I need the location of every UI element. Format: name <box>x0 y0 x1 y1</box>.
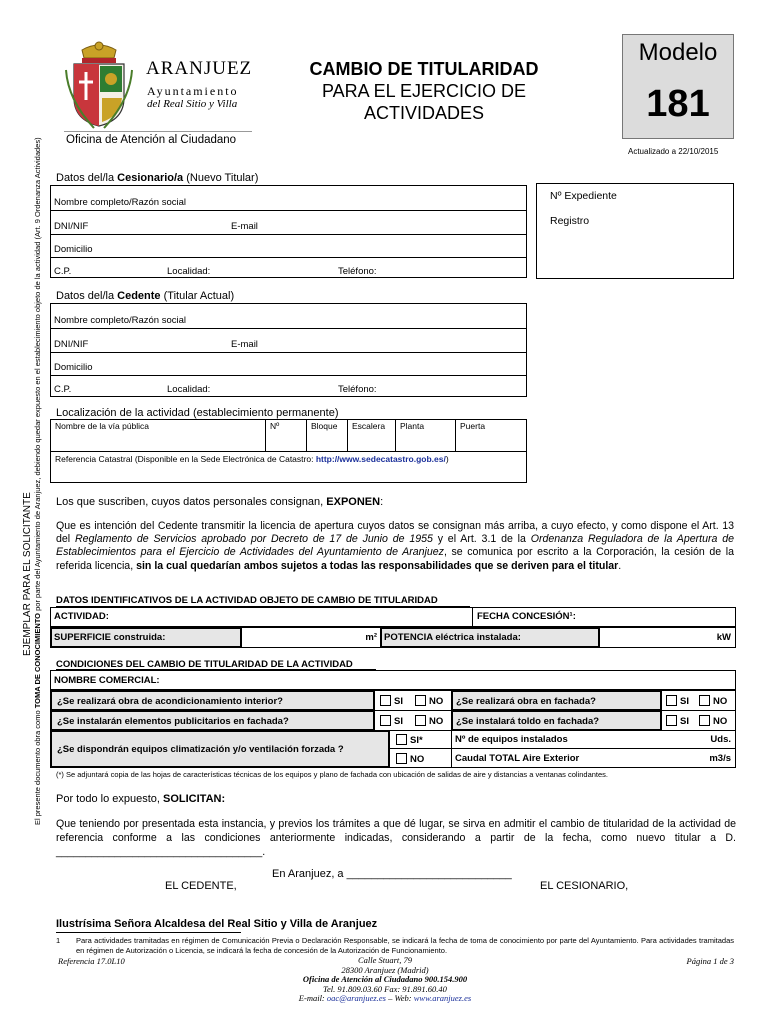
coat-of-arms-logo <box>64 40 134 130</box>
escalera-label: Escalera <box>352 421 386 431</box>
email-pre: E-mail: <box>298 993 327 1004</box>
climatizacion-si-option[interactable] <box>396 734 423 746</box>
cesionario-nombre-label: Nombre completo/Razón social <box>54 197 187 208</box>
uds-unit: Uds. <box>710 734 731 745</box>
exponen-pre: Los que suscriben, cuyos datos personales consignan, <box>56 496 327 508</box>
toldo-si-checkbox[interactable] <box>666 715 677 726</box>
exponen-paragraph <box>56 520 734 573</box>
publicidad-si-label: SI <box>394 716 403 727</box>
title-line-2: PARA EL EJERCICIO DE <box>321 81 527 101</box>
address-phone: Tel. 91.809.03.60 Fax: 91.891.60.40 <box>323 983 447 994</box>
cesionario-title <box>56 172 258 184</box>
modelo-label: Modelo <box>638 39 718 66</box>
potencia-field[interactable] <box>380 627 600 648</box>
toldo-no-checkbox[interactable] <box>699 715 710 726</box>
cedente-cp-label: C.P. <box>54 384 72 395</box>
q-obra-interior-cell <box>50 690 375 711</box>
cesionario-domicilio-label: Domicilio <box>54 244 93 255</box>
q-climatizacion-cell <box>50 730 390 768</box>
climatizacion-si-label: SI* <box>410 735 423 746</box>
updated-date: Actualizado a 22/10/2015 <box>628 147 719 156</box>
exponen-p1-end: . <box>618 559 622 572</box>
referencia-catastral-field[interactable] <box>50 451 527 483</box>
cedente-nombre-field[interactable] <box>50 303 527 329</box>
climatizacion-no-option[interactable] <box>396 753 424 765</box>
exponen-reglamento: Reglamento de Servicios aprobado por Decreto de 17 de Junio de 1955 <box>74 533 433 546</box>
localizacion-via-field[interactable] <box>50 419 266 452</box>
cesionario-title-bold: Cesionario/a <box>117 172 184 184</box>
m3s-unit: m3/s <box>709 753 731 764</box>
num-label: Nº <box>270 421 280 431</box>
exponen-ordenanza: Ordenanza Reguladora de la Apertura de Establecimientos para el Ejercicio de Actividades del Ayuntamiento de Aranjuez <box>56 533 734 559</box>
cedente-title <box>56 290 234 302</box>
cedente-email-label: E-mail <box>231 339 258 350</box>
solicitan-line <box>56 793 225 805</box>
address-oac: Oficina de Atención al Ciudadano 900.154.900 <box>302 974 468 985</box>
obra-fachada-no-option[interactable] <box>699 695 727 707</box>
modelo-number: 181 <box>646 83 710 125</box>
localizacion-num-field[interactable] <box>265 419 307 452</box>
localizacion-bloque-field[interactable] <box>306 419 348 452</box>
climatizacion-no-label: NO <box>410 754 425 765</box>
obra-interior-no-option[interactable] <box>415 695 443 707</box>
brand-sub-real-sitio: del Real Sitio y Villa <box>147 98 238 110</box>
obra-fachada-si-label: SI <box>680 696 689 707</box>
exponen-bold: EXPONEN <box>326 496 381 508</box>
climatizacion-si-checkbox[interactable] <box>396 734 407 745</box>
bloque-label: Bloque <box>311 421 338 431</box>
cesionario-title-post: (Nuevo Titular) <box>183 172 259 184</box>
address-block <box>250 956 520 1004</box>
climatizacion-si-cell <box>389 730 452 749</box>
n-equipos-field[interactable] <box>451 730 736 749</box>
q-publicidad-cell <box>50 710 375 731</box>
obra-interior-no-label: NO <box>429 696 444 707</box>
nombre-comercial-field[interactable] <box>50 670 736 690</box>
superficie-value-field[interactable] <box>241 627 381 648</box>
cesionario-dni-label: DNI/NIF <box>54 221 89 232</box>
reference-code: Referencia 17.0L10 <box>58 956 125 966</box>
footnote-number: 1 <box>56 936 61 945</box>
address-city: 28300 Aranjuez (Madrid) <box>341 964 429 975</box>
publicidad-si-option[interactable] <box>380 715 403 727</box>
actividad-field[interactable] <box>50 607 473 627</box>
cesionario-nombre-field[interactable] <box>50 185 527 211</box>
catastral-post: ) <box>445 454 449 464</box>
obra-fachada-no-label: NO <box>713 696 728 707</box>
obra-interior-si-option[interactable] <box>380 695 403 707</box>
address-street: Calle Stuart, 79 <box>357 955 413 965</box>
publicidad-si-checkbox[interactable] <box>380 715 391 726</box>
toldo-no-option[interactable] <box>699 715 727 727</box>
actividad-label: ACTIVIDAD: <box>54 611 109 622</box>
localizacion-title: Localización de la actividad (establecimiento permanente) <box>56 407 339 419</box>
cesionario-domicilio-field[interactable] <box>50 234 527 258</box>
brand-sub-ayuntamiento: Ayuntamiento <box>147 84 239 98</box>
obra-interior-si-checkbox[interactable] <box>380 695 391 706</box>
fecha-concesion-field[interactable] <box>472 607 736 627</box>
caudal-field[interactable] <box>451 748 736 768</box>
q-publicidad-label: ¿Se instalarán elementos publicitarios en fachada? <box>57 716 289 727</box>
climatizacion-no-checkbox[interactable] <box>396 753 407 764</box>
brand-name: ARANJUEZ <box>146 58 253 79</box>
lugar-fecha: En Aranjuez, a ___________________________ <box>272 868 512 880</box>
solicitan-paragraph: Que teniendo por presentada esta instancia, y previos los trámites a que dé lugar, se sirva en admitir el cambio de titularidad de la actividad de referencia conforme a las condiciones anteriormente indicadas, considerando a partir de la fecha, como nuevo titular a D. ___________________________________. <box>56 818 736 858</box>
cedente-cp-field[interactable] <box>50 375 527 397</box>
cesionario-dni-email-field[interactable] <box>50 210 527 235</box>
cedente-dni-label: DNI/NIF <box>54 339 89 350</box>
localizacion-puerta-field[interactable] <box>455 419 527 452</box>
m2-unit: m² <box>365 632 377 643</box>
obra-fachada-si-option[interactable] <box>666 695 689 707</box>
localizacion-escalera-field[interactable] <box>347 419 396 452</box>
cesionario-localidad-label: Localidad: <box>167 266 211 277</box>
exponen-p1c: , se comunica por escrito a la Corporación, la cesión de la referida licencia, <box>56 546 734 572</box>
footer-divider <box>56 932 241 933</box>
datos-ident-title: DATOS IDENTIFICATIVOS DE LA ACTIVIDAD OBJETO DE CAMBIO DE TITULARIDAD <box>56 595 438 606</box>
q-obra-fachada-cell <box>451 690 662 711</box>
footnote-text: Para actividades tramitadas en régimen de Comunicación Previa o Declaración Responsable, se indicará la fecha de toma de conocimiento por parte del Ayuntamiento. Para actividades tramitadas en régimen de Autorización o Licencia, se indicará la fecha de concesión de la Autorización de Funcionamiento. <box>76 936 734 955</box>
side-text-part2: por parte del Ayuntamiento de Aranjuez, debiendo quedar expuesto en el establecimiento objeto de la actividad (Art. 9 Ordenanza Actividades) <box>33 137 42 613</box>
side-ejemplar-text: EJEMPLAR PARA EL SOLICITANTE <box>22 492 33 656</box>
cedente-domicilio-field[interactable] <box>50 352 527 376</box>
via-label: Nombre de la vía pública <box>55 421 150 431</box>
cedente-signature-label: EL CEDENTE, <box>165 880 237 892</box>
climatizacion-note: (*) Se adjuntará copia de las hojas de características técnicas de los equipos y plano de fachada con ubicación de salidas de aire y distancias a ventanas colindantes. <box>56 770 609 779</box>
side-legal-text <box>33 137 42 825</box>
side-text-bold: TOMA DE CONOCIMIENTO <box>33 612 42 709</box>
localizacion-planta-field[interactable] <box>395 419 456 452</box>
title-line-3: ACTIVIDADES <box>363 103 485 123</box>
office-divider <box>64 131 252 132</box>
web-link[interactable]: www.aranjuez.es <box>413 993 472 1004</box>
exponen-post: : <box>380 496 384 508</box>
alcaldesa-line: Ilustrísima Señora Alcaldesa del Real Sitio y Villa de Aranjuez <box>56 918 378 930</box>
cesionario-cp-field[interactable] <box>50 257 527 278</box>
cesionario-signature-label: EL CESIONARIO, <box>540 880 629 892</box>
cedente-title-bold: Cedente <box>117 290 161 302</box>
solicitan-bold: SOLICITAN: <box>163 793 226 805</box>
q-toldo-cell <box>451 710 662 731</box>
exponen-p1b: y el Art. 3.1 de la <box>432 533 531 546</box>
obra-interior-si-label: SI <box>394 696 403 707</box>
publicidad-no-checkbox[interactable] <box>415 715 426 726</box>
cedente-domicilio-label: Domicilio <box>54 362 93 373</box>
kw-unit: kW <box>716 632 731 643</box>
publicidad-no-label: NO <box>429 716 444 727</box>
q-obra-fachada-label: ¿Se realizará obra en fachada? <box>456 696 596 707</box>
cedente-title-pre: Datos del/la <box>56 290 118 302</box>
planta-label: Planta <box>400 421 425 431</box>
potencia-label: POTENCIA eléctrica instalada: <box>384 632 521 643</box>
cesionario-email-label: E-mail <box>231 221 258 232</box>
toldo-no-label: NO <box>713 716 728 727</box>
cesionario-telefono-label: Teléfono: <box>338 266 377 277</box>
solicitan-pre: Por todo lo expuesto, <box>56 793 164 805</box>
caudal-label: Caudal TOTAL Aire Exterior <box>455 753 580 764</box>
office-label: Oficina de Atención al Ciudadano <box>66 134 237 146</box>
exponen-p1-bold: sin la cual quedarían ambos sujetos a todas las responsabilidades que se deriven para el titular <box>136 559 619 572</box>
page-number: Página 1 de 3 <box>686 956 734 966</box>
puerta-label: Puerta <box>460 421 486 431</box>
catastral-link[interactable]: http://www.sedecatastro.gob.es/ <box>315 454 446 464</box>
q-obra-fachada-options <box>661 690 736 711</box>
cedente-localidad-label: Localidad: <box>167 384 211 395</box>
nombre-comercial-label: NOMBRE COMERCIAL: <box>54 675 160 686</box>
q-climatizacion-label: ¿Se dispondrán equipos climatización y/o ventilación forzada ? <box>57 744 344 755</box>
cesionario-cp-label: C.P. <box>54 266 72 277</box>
q-obra-interior-options <box>374 690 452 711</box>
obra-interior-no-checkbox[interactable] <box>415 695 426 706</box>
cedente-title-post: (Titular Actual) <box>160 290 235 302</box>
expediente-label: Nº Expediente <box>550 190 617 202</box>
climatizacion-no-cell <box>389 748 452 768</box>
q-toldo-options <box>661 710 736 731</box>
registro-label: Registro <box>550 215 590 227</box>
modelo-box <box>622 34 734 139</box>
title-line-1: CAMBIO DE TITULARIDAD <box>309 59 539 79</box>
q-obra-interior-label: ¿Se realizará obra de acondicionamiento interior? <box>57 696 283 707</box>
q-toldo-label: ¿Se instalará toldo en fachada? <box>456 716 600 727</box>
toldo-si-option[interactable] <box>666 715 689 727</box>
cedente-telefono-label: Teléfono: <box>338 384 377 395</box>
publicidad-no-option[interactable] <box>415 715 443 727</box>
superficie-field[interactable] <box>50 627 242 648</box>
address-contact <box>250 994 520 1004</box>
fecha-concesion-label: FECHA CONCESIÓN¹: <box>477 611 576 622</box>
obra-fachada-si-checkbox[interactable] <box>666 695 677 706</box>
catastral-pre: Referencia Catastral (Disponible en la Sede Electrónica de Catastro: <box>55 454 316 464</box>
condiciones-title: CONDICIONES DEL CAMBIO DE TITULARIDAD DE LA ACTIVIDAD <box>56 659 353 670</box>
cedente-nombre-label: Nombre completo/Razón social <box>54 315 187 326</box>
exponen-line <box>56 496 383 508</box>
web-pre: – Web: <box>385 993 414 1004</box>
superficie-label: SUPERFICIE construida: <box>54 632 166 643</box>
q-publicidad-options <box>374 710 452 731</box>
email-link[interactable]: oac@aranjuez.es <box>326 993 386 1004</box>
cesionario-title-pre: Datos del/la <box>56 172 118 184</box>
obra-fachada-no-checkbox[interactable] <box>699 695 710 706</box>
expediente-box[interactable] <box>536 183 734 279</box>
n-equipos-label: Nº de equipos instalados <box>455 734 568 745</box>
exponen-p1: Que es intención del Cedente transmitir la licencia de apertura cuyos datos se consignan más arriba, a cuyo efecto, y como dispone el Art. 13 del <box>56 520 734 546</box>
cedente-dni-email-field[interactable] <box>50 328 527 353</box>
potencia-value-field[interactable] <box>599 627 736 648</box>
catastral-label <box>55 454 449 464</box>
toldo-si-label: SI <box>680 716 689 727</box>
page-title <box>290 58 558 124</box>
side-text-part1: El presente documento obra como <box>33 708 42 825</box>
